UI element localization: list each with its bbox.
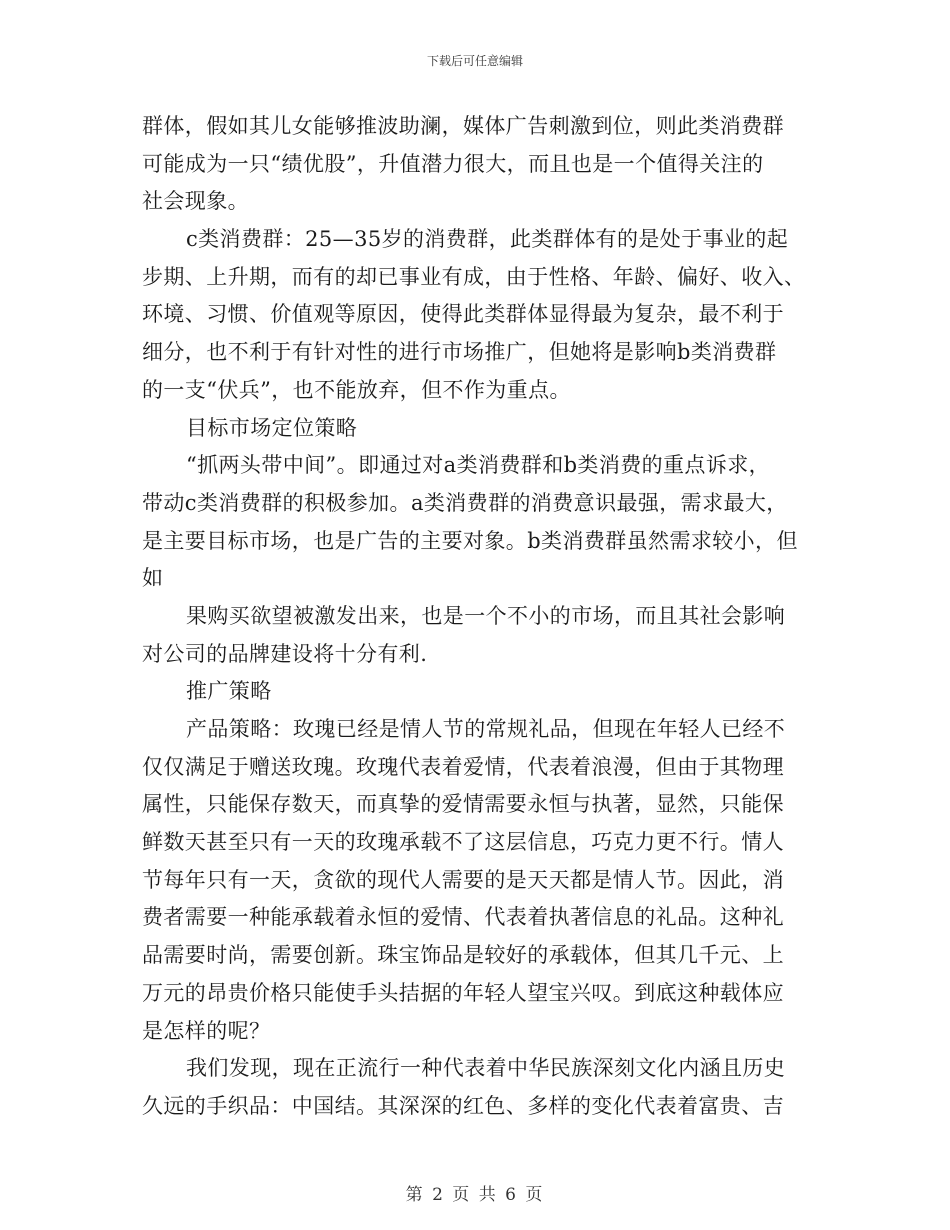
body-line: 带动c类消费群的积极参加。a类消费群的消费意识最强，需求最大， (142, 490, 788, 515)
body-line: 如 (142, 566, 164, 591)
page-number: 第 2 页 共 6 页 (405, 1185, 545, 1205)
body-line: 的一支“伏兵”，也不能放弃，但不作为重点。 (142, 377, 571, 402)
paragraph-start-line: 我们发现，现在正流行一种代表着中华民族深刻文化内涵且历史 (186, 1056, 786, 1081)
document-body (142, 108, 812, 1126)
paragraph-start-line: “抓两头带中间”。即通过对a类消费群和b类消费的重点诉求， (186, 453, 771, 478)
body-line: 节每年只有一天，贪欲的现代人需要的是天天都是情人节。因此，消 (142, 867, 784, 892)
section-heading: 推广策略 (186, 679, 272, 704)
body-line: 属性，只能保存数天，而真挚的爱情需要永恒与执著，显然，只能保 (142, 792, 784, 817)
body-line: 细分，也不利于有针对性的进行市场推广，但她将是影响b类消费群 (142, 340, 777, 365)
body-line: 久远的手织品：中国结。其深深的红色、多样的变化代表着富贵、吉 (142, 1093, 784, 1118)
body-line: 是主要目标市场，也是广告的主要对象。b类消费群虽然需求较小，但 (142, 528, 798, 553)
paragraph-start-line: 果购买欲望被激发出来，也是一个不小的市场，而且其社会影响 (186, 603, 786, 628)
body-line: 社会现象。 (142, 189, 249, 214)
body-line: 品需要时尚，需要创新。珠宝饰品是较好的承载体，但其几千元、上 (142, 943, 784, 968)
header-note: 下载后可任意编辑 (426, 54, 523, 68)
body-line: 仅仅满足于赠送玫瑰。玫瑰代表着爱情，代表着浪漫，但由于其物理 (142, 754, 784, 779)
body-line: 环境、习惯、价值观等原因，使得此类群体显得最为复杂，最不利于 (142, 302, 784, 327)
paragraph-start-line: c类消费群：25—35岁的消费群，此类群体有的是处于事业的起 (186, 227, 789, 252)
body-line: 步期、上升期，而有的却已事业有成，由于性格、年龄、偏好、收入、 (142, 264, 806, 289)
body-line: 是怎样的呢？ (142, 1018, 271, 1043)
body-line: 费者需要一种能承载着永恒的爱情、代表着执著信息的礼品。这种礼 (142, 905, 784, 930)
body-line: 可能成为一只“绩优股”，升值潜力很大，而且也是一个值得关注的 (142, 151, 764, 176)
body-line: 对公司的品牌建设将十分有利. (142, 641, 428, 666)
body-line: 群体，假如其儿女能够推波助澜，媒体广告刺激到位，则此类消费群 (142, 114, 784, 138)
body-line: 鲜数天甚至只有一天的玫瑰承载不了这层信息，巧克力更不行。情人 (142, 830, 784, 855)
section-heading: 目标市场定位策略 (186, 415, 358, 440)
paragraph-start-line: 产品策略：玫瑰已经是情人节的常规礼品，但现在年轻人已经不 (186, 717, 786, 741)
body-line: 万元的昂贵价格只能使手头拮据的年轻人望宝兴叹。到底这种载体应 (142, 980, 784, 1005)
